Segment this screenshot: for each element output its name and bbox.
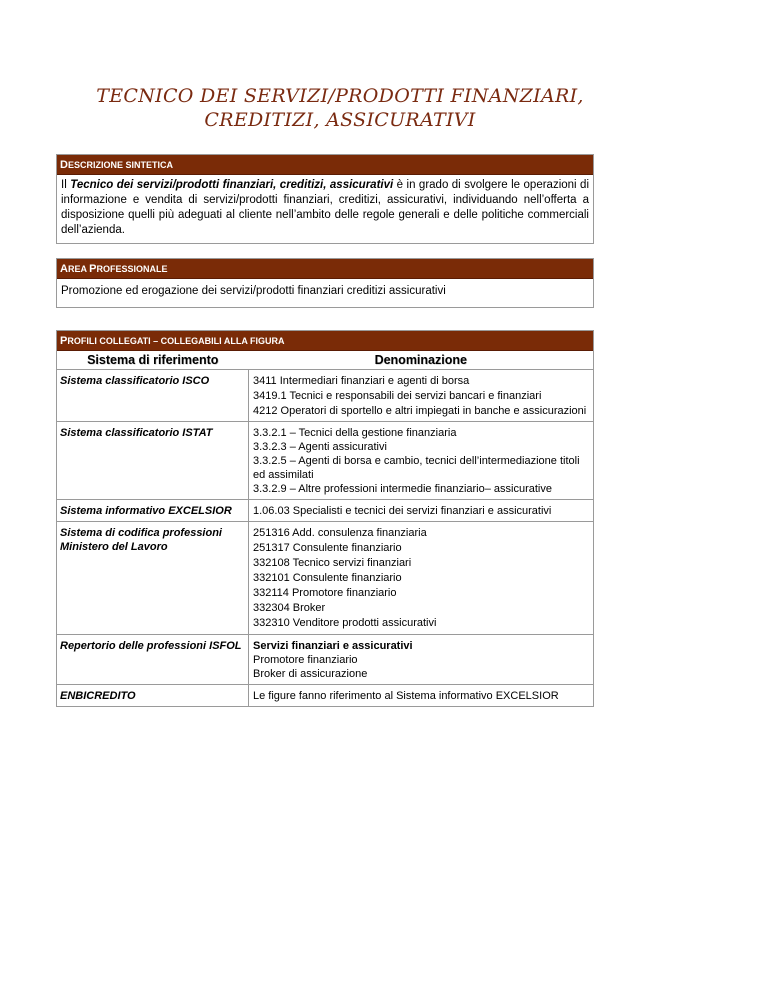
table-row: [57, 500, 593, 522]
table-row: [57, 685, 593, 707]
row-value-line: 3.3.2.9 – Altre professioni intermedie finanziario– assicurative: [253, 483, 552, 495]
row-values: [249, 522, 594, 635]
table-row: [57, 422, 593, 500]
header-rest-2: ROFESSIONALE: [96, 264, 168, 274]
section-header-profili: [57, 331, 593, 351]
descrizione-text-post: è in grado di svolgere le operazioni di informazione e vendita di servizi/prodotti finanziari, creditizi, assicurativi, individuando nell’offerta a disposizione quelli più adeguati al cliente nell’ambito delle regole generali e delle politiche commerciali dell’azienda.: [61, 179, 590, 236]
table-row: [57, 522, 593, 635]
row-key: Sistema classificatorio ISTAT: [57, 422, 249, 500]
row-value-line: Promotore finanziario: [253, 654, 358, 666]
section-profili: [56, 330, 594, 707]
row-values: [249, 370, 594, 422]
table-header-row: [57, 351, 593, 370]
title-line-1: TECNICO DEI SERVIZI/PRODOTTI FINANZIARI,: [96, 85, 584, 107]
descrizione-text-pre: Il: [61, 179, 71, 191]
row-key: Sistema classificatorio ISCO: [57, 370, 249, 422]
row-value-line: 332304 Broker: [253, 602, 326, 614]
header-rest: ESCRIZIONE SINTETICA: [67, 160, 173, 170]
row-key: Sistema informativo EXCELSIOR: [57, 500, 249, 522]
row-value-line: 332114 Promotore finanziario: [253, 587, 397, 599]
table-row: [57, 370, 593, 422]
row-key-line: Ministero del Lavoro: [60, 541, 168, 553]
row-value-line: 3.3.2.3 – Agenti assicurativi: [253, 441, 387, 453]
row-value-heading: Servizi finanziari e assicurativi: [253, 640, 413, 652]
profili-table: [57, 351, 593, 706]
title-line-2: CREDITIZI, ASSICURATIVI: [204, 109, 476, 131]
descrizione-text: [57, 175, 593, 243]
document-title: [60, 84, 620, 132]
header-initial: D: [60, 159, 68, 171]
header-initial-2: P: [89, 263, 97, 275]
row-value-line: Broker di assicurazione: [253, 668, 368, 680]
section-header-descrizione: [57, 155, 593, 175]
table-row: [57, 635, 593, 685]
area-text: Promozione ed erogazione dei servizi/prodotti finanziari creditizi assicurativi: [61, 285, 446, 297]
row-value-line: 3.3.2.5 – Agenti di borsa e cambio, tecnici dell’intermediazione titoli ed assimilati: [253, 455, 580, 481]
header-rest: ROFILI COLLEGATI – COLLEGABILI ALLA FIGURA: [67, 336, 285, 346]
header-initial: A: [60, 263, 68, 275]
section-descrizione: [56, 154, 594, 244]
descrizione-text-bold: Tecnico dei servizi/prodotti finanziari, creditizi, assicurativi: [70, 179, 394, 191]
row-value-line: Le figure fanno riferimento al Sistema informativo EXCELSIOR: [253, 690, 559, 702]
row-value-line: 332101 Consulente finanziario: [253, 572, 402, 584]
row-value-line: 4212 Operatori di sportello e altri impiegati in banche e assicurazioni: [253, 405, 587, 417]
row-value-line: 1.06.03 Specialisti e tecnici dei servizi finanziari e assicurativi: [253, 505, 552, 517]
row-value-line: 332310 Venditore prodotti assicurativi: [253, 617, 437, 629]
header-rest: REA: [67, 264, 90, 274]
row-value-line: 3419.1 Tecnici e responsabili dei servizi bancari e finanziari: [253, 390, 542, 402]
row-value-line: 251317 Consulente finanziario: [253, 542, 402, 554]
row-key: [57, 522, 249, 635]
row-value-line: 3.3.2.1 – Tecnici della gestione finanziaria: [253, 427, 457, 439]
section-area-professionale: [56, 258, 594, 308]
row-key-line: Sistema di codifica professioni: [60, 527, 222, 539]
column-header-denominazione: Denominazione: [374, 353, 467, 367]
column-header-sistema: Sistema di riferimento: [87, 353, 219, 367]
row-value-line: 251316 Add. consulenza finanziaria: [253, 527, 427, 539]
row-values: [249, 685, 594, 707]
header-initial: P: [60, 335, 68, 347]
row-value-line: 3411 Intermediari finanziari e agenti di borsa: [253, 375, 470, 387]
row-value-line: 332108 Tecnico servizi finanziari: [253, 557, 412, 569]
row-values: [249, 422, 594, 500]
section-header-area: [57, 259, 593, 279]
row-values: [249, 635, 594, 685]
row-values: [249, 500, 594, 522]
row-key: Repertorio delle professioni ISFOL: [57, 635, 249, 685]
row-key: ENBICREDITO: [57, 685, 249, 707]
